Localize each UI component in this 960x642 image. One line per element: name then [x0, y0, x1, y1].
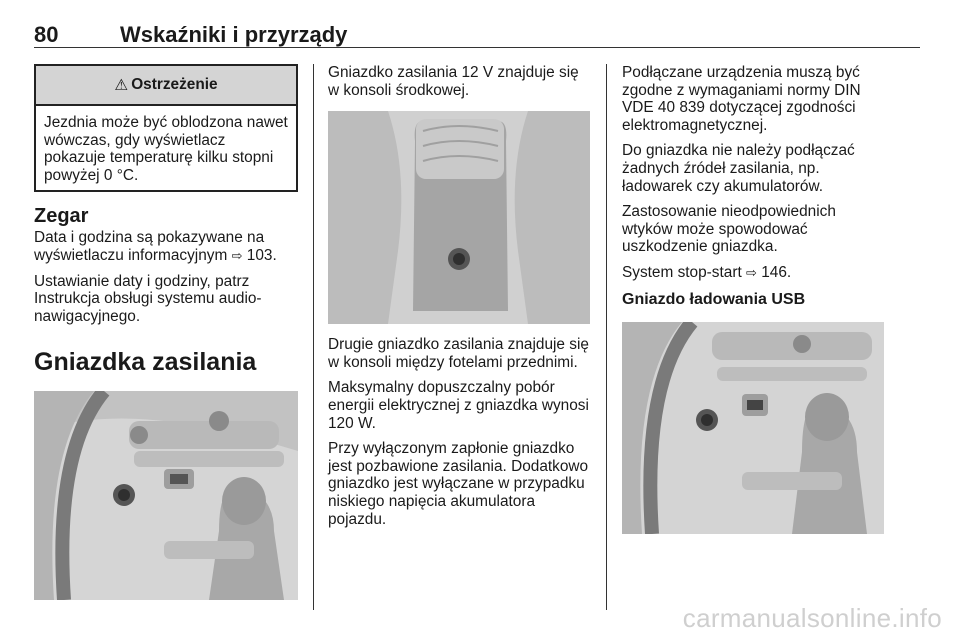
reference-arrow-icon: ⇨	[231, 247, 243, 263]
warning-box	[34, 64, 298, 192]
column-right	[622, 64, 886, 546]
watermark: carmanualsonline.info	[682, 603, 942, 633]
warning-triangle-icon: ⚠	[114, 76, 129, 94]
column-divider-2	[606, 64, 607, 610]
power-paragraph-8	[622, 264, 886, 282]
clock-heading: Zegar	[34, 205, 89, 228]
front-console-outlet-illustration	[34, 391, 298, 600]
clock-page-ref[interactable]: 103.	[246, 246, 277, 264]
usb-heading: Gniazdo ładowania USB	[622, 290, 806, 308]
header-rule	[34, 47, 920, 48]
column-middle	[328, 64, 591, 536]
stop-start-text: System stop-start	[622, 263, 742, 281]
page-header	[34, 6, 920, 48]
clock-paragraph-1	[34, 229, 298, 264]
column-divider-1	[313, 64, 314, 610]
power-paragraph-6: Do gniazdka nie należy podłączać żadnych źródeł zasilania, np. ładowarek czy akumulatorów.	[622, 142, 855, 195]
power-paragraph-3: Maksymalny dopuszczalny pobór energii elektrycznej z gniazdka wynosi 120 W.	[328, 379, 589, 432]
power-paragraph-5: Podłączane urządzenia muszą być zgodne z wymaganiami normy DIN VDE 40 839 dotyczącej zgodności elektromagnetycznej.	[622, 64, 861, 134]
warning-text: Jezdnia może być oblodzona nawet wówczas, gdy wyświetlacz pokazuje temperaturę kilku stopni powyżej 0 °C.	[44, 114, 288, 184]
warning-header	[36, 66, 296, 106]
column-left	[34, 64, 298, 612]
clock-paragraph-2: Ustawianie daty i godziny, patrz Instrukcja obsługi systemu audio-nawigacyjnego.	[34, 272, 262, 325]
power-paragraph-7: Zastosowanie nieodpowiednich wtyków może spowodować uszkodzenie gniazdka.	[622, 203, 836, 256]
clock-paragraph-1-text: Data i godzina są pokazywane na wyświetlaczu informacyjnym	[34, 229, 265, 264]
power-outlets-heading: Gniazdka zasilania	[34, 348, 257, 377]
warning-title: Ostrzeżenie	[131, 76, 218, 93]
reference-arrow-icon: ⇨	[746, 264, 757, 280]
page-number: 80	[34, 22, 59, 47]
stop-start-page-ref[interactable]: 146.	[761, 263, 792, 281]
running-title: Wskaźniki i przyrządy	[120, 22, 348, 47]
power-paragraph-1: Gniazdko zasilania 12 V znajduje się w konsoli środkowej.	[328, 64, 579, 99]
power-paragraph-4: Przy wyłączonym zapłonie gniazdko jest pozbawione zasilania. Dodatkowo gniazdko jest wyłączane w przypadku niskiego napięcia akumulatora pojazdu.	[328, 440, 589, 528]
usb-socket-illustration	[622, 322, 884, 534]
power-paragraph-2: Drugie gniazdko zasilania znajduje się w konsoli między fotelami przednimi.	[328, 336, 589, 371]
rear-console-outlet-illustration	[328, 111, 590, 324]
